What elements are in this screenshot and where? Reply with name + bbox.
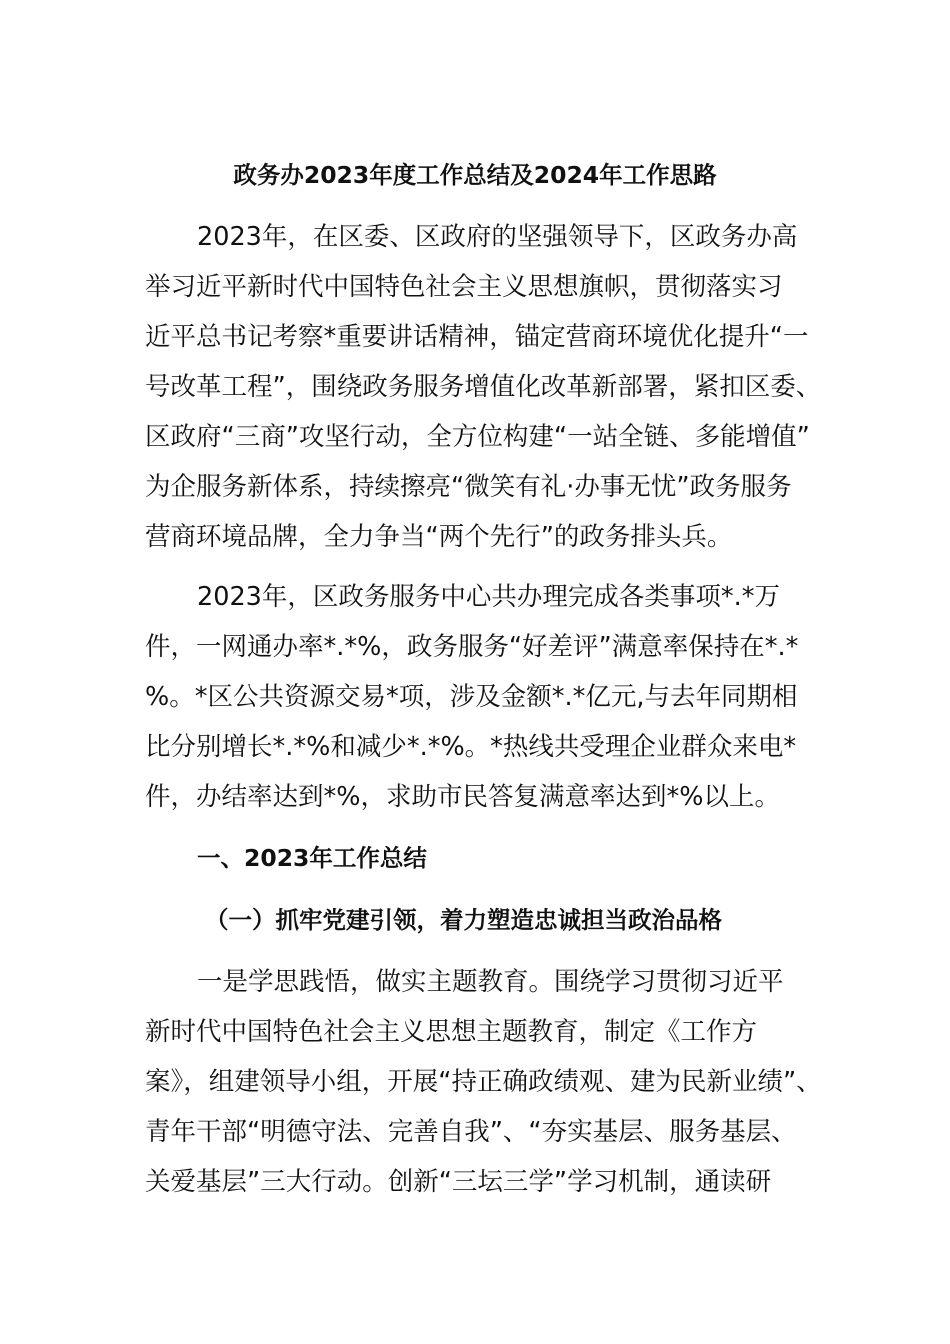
text-line: 案》，组建领导小组，开展“持正确政绩观、建为民新业绩”、	[145, 1067, 822, 1097]
text-line: 近平总书记考察*重要讲话精神，锚定营商环境优化提升“一	[145, 322, 809, 352]
text-line: 一是学思践悟，做实主题教育。围绕学习贯彻习近平	[197, 967, 784, 997]
subsection-heading: （一）抓牢党建引领，着力塑造忠诚担当政治品格	[205, 906, 722, 934]
text-line: 件，一网通办率*.*%，政务服务“好差评”满意率保持在*.*	[145, 632, 799, 662]
text-line: 区政府“三商”攻坚行动，全方位构建“一站全链、多能增值”	[145, 422, 810, 452]
text-line: 2023年，区政务服务中心共办理完成各类事项*.*万	[197, 582, 781, 612]
text-line: 新时代中国特色社会主义思想主题教育，制定《工作方	[145, 1017, 758, 1047]
text-line: 关爱基层”三大行动。创新“三坛三学”学习机制，通读研	[145, 1167, 772, 1197]
text-line: %。*区公共资源交易*项，涉及金额*.*亿元,与去年同期相	[145, 682, 798, 712]
text-line: 件，办结率达到*%，求助市民答复满意率达到*%以上。	[145, 782, 780, 812]
text-line: 号改革工程”，围绕政务服务增值化改革新部署，紧扣区委、	[145, 372, 822, 402]
text-line: 比分别增长*.*%和减少*.*%。*热线共受理企业群众来电*	[145, 732, 797, 762]
document-title: 政务办2023年度工作总结及2024年工作思路	[233, 161, 717, 189]
text-line: 为企服务新体系，持续擦亮“微笑有礼·办事无忧”政务服务	[145, 472, 792, 502]
text-line: 营商环境品牌，全力争当“两个先行”的政务排头兵。	[145, 522, 733, 552]
section-heading: 一、2023年工作总结	[197, 844, 427, 872]
text-line: 2023年，在区委、区政府的坚强领导下，区政务办高	[197, 222, 798, 252]
text-line: 举习近平新时代中国特色社会主义思想旗帜，贯彻落实习	[145, 272, 783, 302]
text-line: 青年干部“明德守法、完善自我”、“夯实基层、服务基层、	[145, 1117, 797, 1147]
